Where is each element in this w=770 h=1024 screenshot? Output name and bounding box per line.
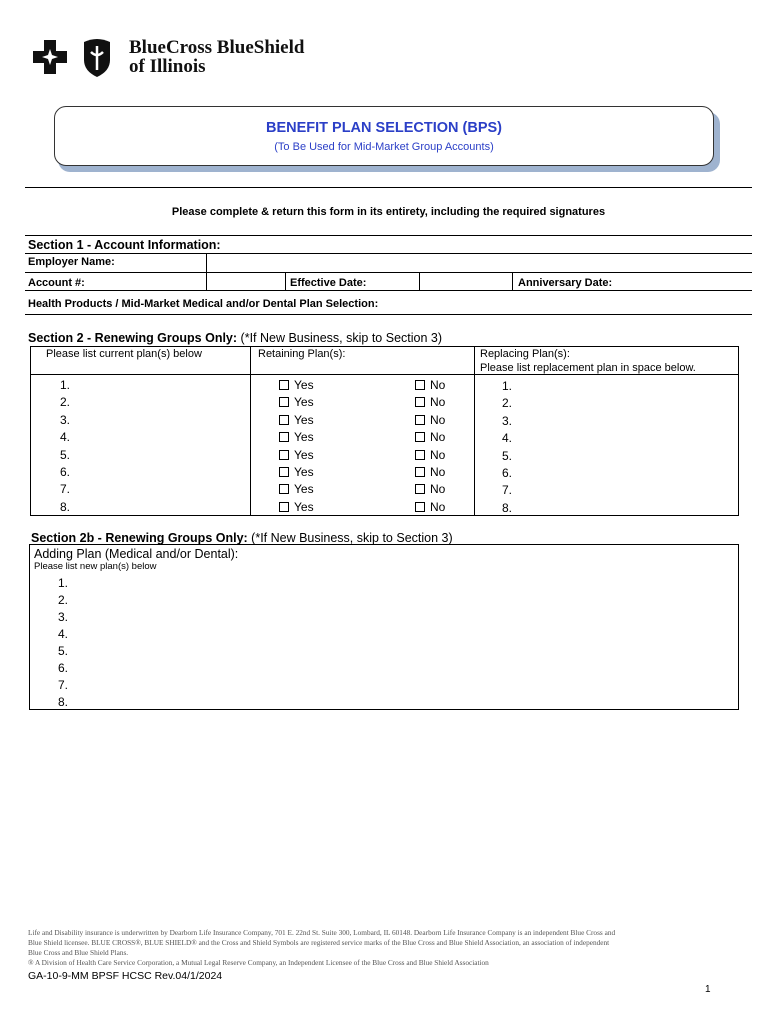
no-checkbox[interactable]	[415, 429, 445, 446]
list-item: 8.	[58, 695, 69, 709]
current-plans-header: Please list current plan(s) below	[46, 348, 202, 360]
rule	[30, 374, 739, 375]
no-label: No	[430, 465, 446, 480]
checkbox-icon	[415, 484, 425, 494]
list-item: 4.	[502, 431, 513, 446]
list-item: 1.	[60, 378, 71, 392]
rule	[512, 272, 513, 290]
list-item: 7.	[502, 483, 513, 498]
yes-checkbox[interactable]	[279, 412, 314, 429]
footnote-line: ® A Division of Health Care Service Corporation, a Mutual Legal Reserve Company, an Independent Licensee of the Blue Cross and Blue Shield Association	[28, 958, 489, 967]
adding-plan-label: Adding Plan (Medical and/or Dental):	[34, 547, 239, 561]
footnote-line: Blue Cross and Blue Shield Plans.	[28, 948, 129, 957]
list-item: 8.	[502, 500, 513, 515]
rule	[30, 515, 739, 516]
no-label: No	[430, 430, 446, 445]
employer-name-label: Employer Name:	[28, 256, 115, 268]
yes-checkbox[interactable]	[279, 377, 314, 394]
rule	[30, 346, 31, 516]
effective-date-field[interactable]	[421, 273, 511, 289]
yes-checkbox[interactable]	[279, 394, 314, 411]
yes-label: Yes	[294, 378, 314, 392]
plan-selection-label: Health Products / Mid-Market Medical and/or Dental Plan Selection:	[28, 298, 379, 310]
yes-label: Yes	[294, 412, 314, 427]
no-label: No	[430, 499, 446, 514]
checkbox-icon	[279, 484, 289, 494]
no-label: No	[430, 447, 446, 462]
rule	[419, 272, 420, 290]
yes-label: Yes	[294, 395, 314, 410]
rule	[25, 290, 752, 291]
yes-label: Yes	[294, 447, 314, 462]
retaining-yes-column	[279, 377, 314, 516]
checkbox-icon	[279, 415, 289, 425]
form-number: GA-10-9-MM BPSF HCSC Rev.04/1/2024	[28, 970, 223, 982]
title-box	[54, 106, 714, 166]
form-subtitle: (To Be Used for Mid-Market Group Accounts)	[274, 141, 494, 153]
blue-cross-logo-icon	[33, 40, 67, 74]
divider	[25, 187, 752, 188]
retaining-plans-header: Retaining Plan(s):	[258, 348, 346, 360]
no-checkbox[interactable]	[415, 377, 445, 394]
no-checkbox[interactable]	[415, 412, 445, 429]
list-item: 5.	[502, 448, 513, 463]
list-item: 4.	[60, 430, 71, 445]
list-item: 5.	[58, 644, 69, 658]
replacing-plans-header: Replacing Plan(s):	[480, 348, 570, 360]
section-2-heading-bold: Section 2 - Renewing Groups Only:	[28, 331, 238, 345]
effective-date-label: Effective Date:	[290, 277, 367, 289]
list-item: 1.	[58, 576, 69, 590]
no-checkbox[interactable]	[415, 464, 445, 481]
yes-checkbox[interactable]	[279, 499, 314, 516]
checkbox-icon	[279, 450, 289, 460]
yes-label: Yes	[294, 482, 314, 497]
yes-checkbox[interactable]	[279, 481, 314, 498]
checkbox-icon	[279, 397, 289, 407]
checkbox-icon	[415, 380, 425, 390]
retaining-no-column	[415, 377, 445, 516]
list-item: 8.	[60, 499, 71, 514]
employer-name-field[interactable]	[208, 254, 750, 271]
list-item: 1.	[502, 379, 513, 393]
account-number-field[interactable]	[208, 273, 284, 289]
list-item: 2.	[58, 593, 69, 607]
brand-line-2: of Illinois	[129, 56, 206, 77]
checkbox-icon	[279, 432, 289, 442]
no-label: No	[430, 412, 446, 427]
footnote-line: Life and Disability insurance is underwritten by Dearborn Life Insurance Company, 701 E. 22nd St. Suite 300, Lombard, IL 60148. Dearborn Life Insurance Company is an independent Blue Cross and	[28, 928, 616, 937]
rule	[25, 314, 752, 315]
no-checkbox[interactable]	[415, 481, 445, 498]
no-label: No	[430, 378, 446, 392]
rule	[738, 346, 739, 516]
page-number: 1	[705, 984, 711, 995]
replacing-plan-numbers	[502, 378, 512, 517]
no-checkbox[interactable]	[415, 499, 445, 516]
rule	[30, 346, 739, 347]
list-item: 7.	[58, 678, 69, 692]
form-title: BENEFIT PLAN SELECTION (BPS)	[265, 120, 503, 136]
yes-label: Yes	[294, 499, 314, 514]
checkbox-icon	[415, 467, 425, 477]
no-checkbox[interactable]	[415, 447, 445, 464]
list-item: 6.	[502, 466, 513, 481]
section-2-heading-note: (*If New Business, skip to Section 3)	[237, 331, 443, 345]
checkbox-icon	[415, 397, 425, 407]
list-item: 6.	[60, 465, 71, 480]
section-1-heading: Section 1 - Account Information:	[28, 238, 221, 252]
new-plan-numbers	[58, 575, 68, 711]
no-checkbox[interactable]	[415, 394, 445, 411]
legal-footnote	[28, 928, 744, 968]
section-2b-heading-bold: Section 2b - Renewing Groups Only:	[31, 531, 248, 545]
list-item: 3.	[58, 610, 69, 624]
yes-checkbox[interactable]	[279, 447, 314, 464]
checkbox-icon	[279, 502, 289, 512]
current-plan-numbers	[60, 377, 70, 516]
blue-shield-logo-icon	[82, 38, 112, 78]
rule	[285, 272, 286, 290]
rule	[474, 346, 475, 516]
checkbox-icon	[415, 502, 425, 512]
brand-line-1: BlueCross BlueShield	[129, 37, 305, 58]
replacing-plans-instruction: Please list replacement plan in space below.	[480, 362, 696, 374]
section-2-heading	[28, 331, 442, 345]
rule	[250, 346, 251, 516]
section-2b-heading	[31, 531, 453, 545]
no-label: No	[430, 482, 446, 497]
checkbox-icon	[279, 467, 289, 477]
anniversary-date-label: Anniversary Date:	[518, 277, 613, 289]
yes-checkbox[interactable]	[279, 429, 314, 446]
list-item: 3.	[60, 412, 71, 427]
section-2b-heading-note: (*If New Business, skip to Section 3)	[247, 531, 453, 545]
rule	[25, 235, 752, 236]
checkbox-icon	[415, 432, 425, 442]
list-item: 2.	[502, 396, 513, 411]
account-number-label: Account #:	[28, 277, 85, 289]
anniversary-date-field[interactable]	[620, 273, 750, 289]
yes-label: Yes	[294, 430, 314, 445]
list-item: 7.	[60, 482, 71, 497]
footnote-line: Blue Shield licensee. BLUE CROSS®, BLUE SHIELD® and the Cross and Shield Symbols are registered service marks of the Blue Cross and Blue Shield Association, an association of independent	[28, 938, 610, 947]
list-item: 6.	[58, 661, 69, 675]
yes-label: Yes	[294, 465, 314, 480]
checkbox-icon	[415, 415, 425, 425]
checkbox-icon	[415, 450, 425, 460]
list-item: 3.	[502, 413, 513, 428]
list-item: 4.	[58, 627, 69, 641]
new-plans-instruction: Please list new plan(s) below	[34, 561, 157, 572]
rule	[206, 253, 207, 290]
checkbox-icon	[279, 380, 289, 390]
list-item: 2.	[60, 395, 71, 410]
instructions: Please complete & return this form in its entirety, including the required signatures	[171, 206, 606, 218]
brand-name	[129, 38, 304, 76]
no-label: No	[430, 395, 446, 410]
list-item: 5.	[60, 447, 71, 462]
yes-checkbox[interactable]	[279, 464, 314, 481]
